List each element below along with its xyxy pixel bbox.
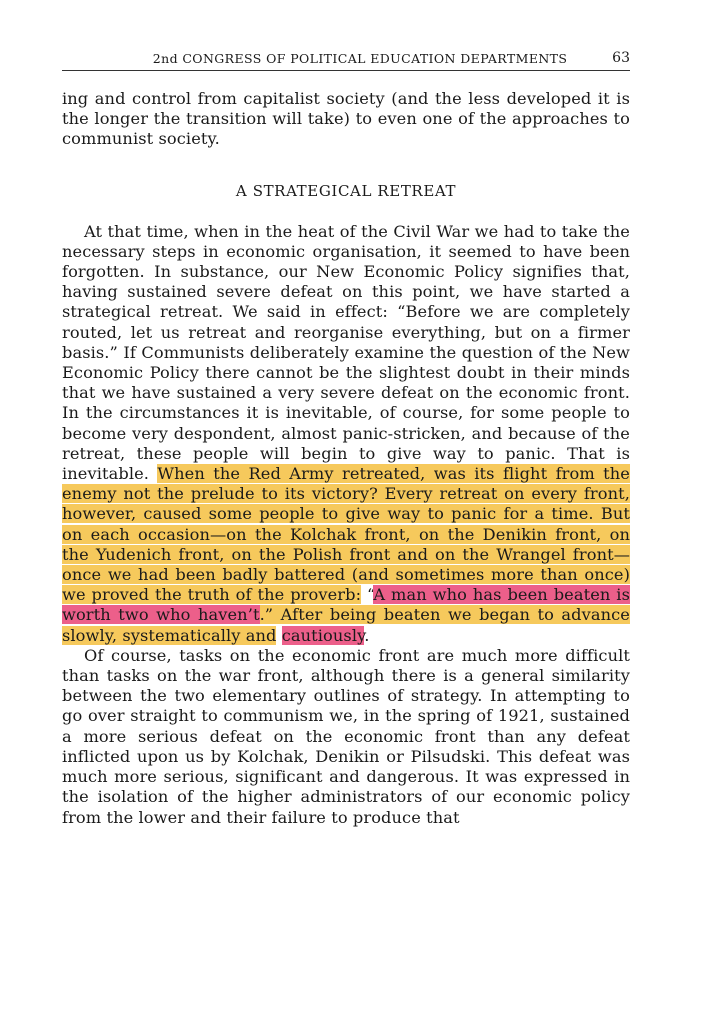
- full-stop: .: [364, 625, 370, 645]
- paragraph-continued: ing and control from capitalist society (and the less developed it is the longer the transition will take) to even one of the approaches to communist society.: [62, 89, 630, 149]
- paragraph-strategical-retreat: [62, 222, 630, 646]
- quote-open: “: [361, 585, 374, 605]
- plain-text: At that time, when in the heat of the Civil War we had to take the necessary steps in economic organisation, it seemed to have been forgotten. In substance, our New Economic Policy signifies that, having sustained severe defeat on this point, we have started a strategical retreat. We said in effect: “Before we are completely routed, let us retreat and reorganise everything, but on a firmer basis.” If Communists deliberately examine the question of the New Economic Policy there cannot be the slightest doubt in their minds that we have sustained a very severe defeat on the economic front. In the circumstances it is inevitable, of course, for some people to become very despondent, almost panic-stricken, and because of the retreat, these people will begin to give way to panic. That is inevitable.: [62, 221, 630, 484]
- quote-close: .”: [259, 605, 274, 625]
- book-page: [62, 50, 630, 828]
- running-header-title: 2nd CONGRESS OF POLITICAL EDUCATION DEPARTMENTS: [152, 51, 568, 66]
- page-number: 63: [612, 50, 630, 66]
- highlight-pink: cautiously: [281, 625, 365, 645]
- running-header: [62, 50, 630, 71]
- highlight-yellow: When the Red Army retreated, was its flight from the enemy not the prelude to its victory? Every retreat on every front, however, caused some people to give way to panic for a time. But on each occasion—on the Kolchak front, on the Denikin front, on the Yudenich front, on the Polish front and on the Wrangel front—once we had been badly battered (and sometimes more than once) we proved the truth of the proverb:: [62, 464, 630, 605]
- section-heading: A STRATEGICAL RETREAT: [235, 181, 457, 200]
- highlight-pink: A man who has been beaten is worth two who haven’t: [62, 585, 630, 625]
- spacer: [276, 626, 281, 645]
- paragraph-economic-front: Of course, tasks on the economic front are much more difficult than tasks on the war front, although there is a general similarity between the two elementary outlines of strategy. In attempting to go over straight to communism we, in the spring of 1921, sustained a more serious defeat on the economic front than any defeat inflicted upon us by Kolchak, Denikin or Pilsudski. This defeat was much more serious, significant and dangerous. It was expressed in the isolation of the higher administrators of our economic policy from the lower and their failure to produce that: [62, 645, 630, 827]
- highlight-yellow: After being beaten we began to advance slowly, systematically and: [62, 605, 630, 645]
